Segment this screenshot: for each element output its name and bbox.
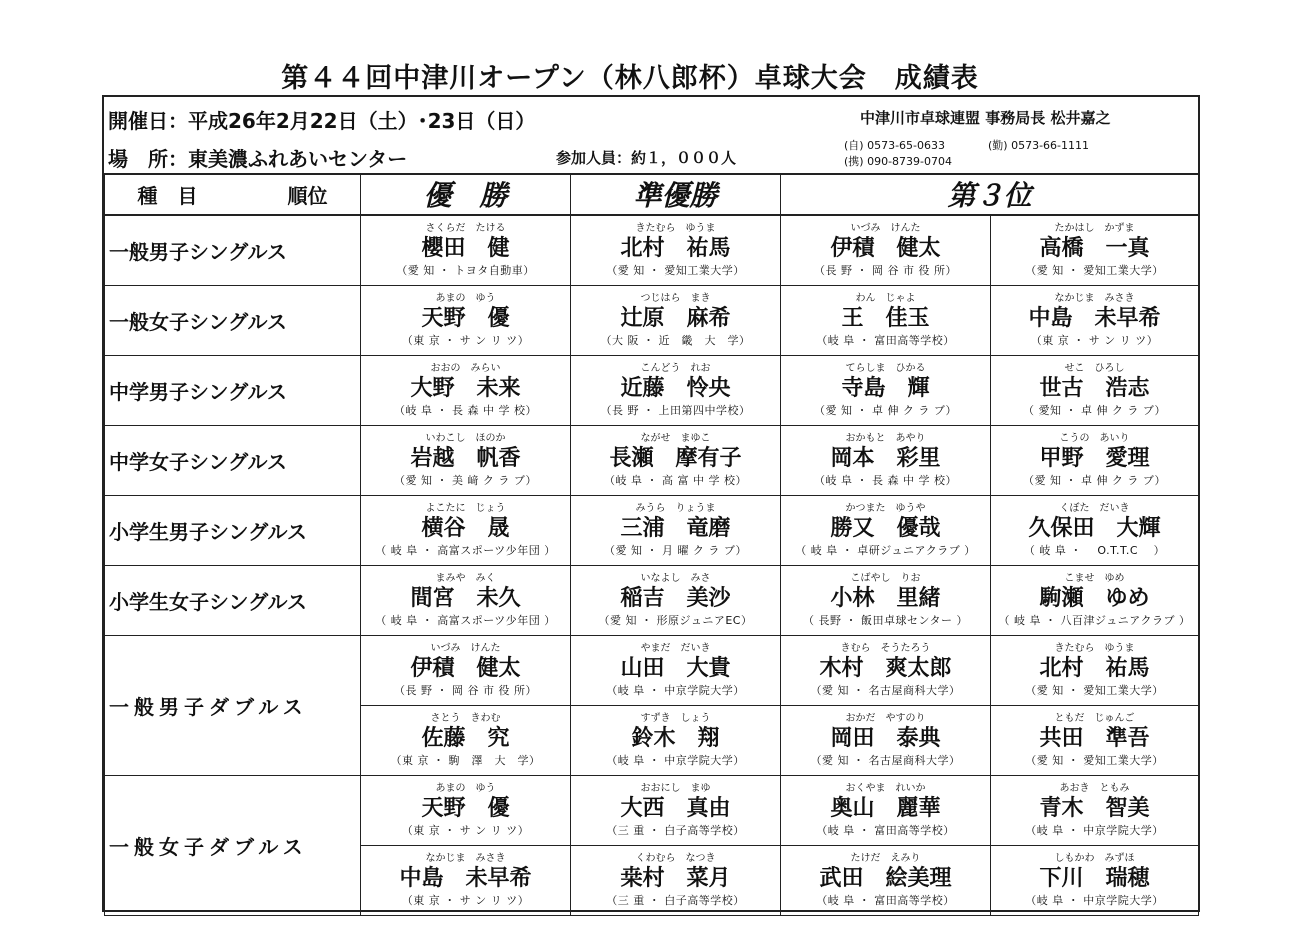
- event-name: 中学女子シングルス: [105, 426, 361, 496]
- results-frame: [102, 95, 1200, 912]
- third-place-b-cell: [991, 426, 1199, 496]
- player-name: 間宮 未久: [410, 586, 521, 611]
- winner-cell: [361, 426, 571, 496]
- event-name: 一般女子シングルス: [105, 286, 361, 356]
- third-place-b-cell: [991, 776, 1199, 846]
- player-name-reading: おおの みらい: [430, 363, 501, 374]
- player-name: 鈴木 翔: [631, 726, 720, 751]
- player-name: 高橋 一真: [1039, 236, 1150, 261]
- winner-cell: [361, 496, 571, 566]
- table-header-row: [105, 174, 1199, 216]
- player-affiliation: （愛 知 ・ 愛知工業大学）: [1025, 684, 1164, 697]
- player-name-reading: あまの ゆう: [435, 783, 496, 794]
- player-affiliation: （ 愛知 ・ 卓 伸 ク ラ ブ）: [1022, 404, 1167, 417]
- player-affiliation: （愛 知 ・ トヨタ自動車）: [396, 264, 535, 277]
- player-name-reading: しもかわ みずほ: [1054, 853, 1135, 864]
- player-name: 伊積 健太: [410, 656, 521, 681]
- table-row: [105, 636, 1199, 706]
- winner-cell: [361, 286, 571, 356]
- table-row: [105, 496, 1199, 566]
- third-place-header: 第３位: [781, 174, 1199, 216]
- player-name-reading: あまの ゆう: [435, 293, 496, 304]
- table-row: [105, 356, 1199, 426]
- third-place-b-cell: [991, 286, 1199, 356]
- player-affiliation: （岐 阜 ・ 富田高等学校）: [816, 824, 955, 837]
- player-name-reading: かつまた ゆうや: [845, 503, 926, 514]
- player-affiliation: （岐 阜 ・ 富田高等学校）: [816, 334, 955, 347]
- player-name-reading: おおにし まゆ: [640, 783, 711, 794]
- player-name-reading: あおき ともみ: [1059, 783, 1130, 794]
- winner-cell: [361, 215, 571, 286]
- player-affiliation: （岐 阜 ・ 中京学院大学）: [606, 684, 745, 697]
- player-name-reading: よこたに じょう: [425, 503, 506, 514]
- first-place-header: 優 勝: [361, 174, 571, 216]
- player-name-reading: せこ ひろし: [1064, 363, 1125, 374]
- player-name-reading: こうの あいり: [1059, 433, 1130, 444]
- player-name: 伊積 健太: [830, 236, 941, 261]
- player-name-reading: わん じゃよ: [855, 293, 916, 304]
- player-name-reading: いわこし ほのか: [425, 433, 506, 444]
- info-header: [104, 97, 1198, 175]
- player-affiliation: （大 阪 ・ 近 畿 大 学）: [600, 334, 751, 347]
- player-name-reading: てらしま ひかる: [845, 363, 926, 374]
- player-name-reading: やまだ だいき: [640, 643, 711, 654]
- player-name-reading: なかじま みさき: [1054, 293, 1135, 304]
- player-name: 辻原 麻希: [620, 306, 731, 331]
- player-affiliation: （愛 知 ・ 名古屋商科大学）: [810, 754, 961, 767]
- event-name: 一般女子ダブルス: [105, 776, 361, 916]
- player-affiliation: （岐 阜 ・ 高 富 中 学 校）: [604, 474, 747, 487]
- player-name-reading: たかはし かずま: [1054, 223, 1135, 234]
- player-name-reading: おかだ やすのり: [845, 713, 926, 724]
- third-place-a-cell: [781, 846, 991, 916]
- player-name-reading: いなよし みさ: [640, 573, 711, 584]
- third-place-a-cell: [781, 566, 991, 636]
- event-name: 中学男子シングルス: [105, 356, 361, 426]
- winner-cell: [361, 776, 571, 846]
- event-date: 開催日：平成26年2月22日（土）･23日（日）: [108, 109, 536, 133]
- player-affiliation: （愛 知 ・ 愛知工業大学）: [1025, 264, 1164, 277]
- event-name: 一般男子シングルス: [105, 215, 361, 286]
- player-name-reading: こませ ゆめ: [1064, 573, 1125, 584]
- player-affiliation: （三 重 ・ 白子高等学校）: [606, 894, 745, 907]
- results-table: [104, 173, 1199, 916]
- player-affiliation: （長 野 ・ 岡 谷 市 役 所）: [814, 264, 957, 277]
- runner-up-cell: [571, 776, 781, 846]
- second-place-header: 準優勝: [571, 174, 781, 216]
- third-place-a-cell: [781, 356, 991, 426]
- phone-work: (勤) 0573-66-1111: [988, 139, 1090, 152]
- player-name: 桒村 菜月: [620, 866, 731, 891]
- winner-cell: [361, 636, 571, 706]
- third-place-a-cell: [781, 496, 991, 566]
- player-name: 近藤 怜央: [620, 376, 731, 401]
- participant-count: 参加人員：約１，０００人: [556, 149, 737, 167]
- player-name-reading: くわむら なつき: [635, 853, 716, 864]
- player-name: 駒瀬 ゆめ: [1039, 586, 1150, 611]
- player-affiliation: （愛 知 ・ 名古屋商科大学）: [810, 684, 961, 697]
- organizer: 中津川市卓球連盟 事務局長 松井嘉之: [860, 109, 1111, 127]
- player-affiliation: （愛 知 ・ 愛知工業大学）: [1025, 754, 1164, 767]
- player-name-reading: きむら そうたろう: [840, 643, 931, 654]
- player-name-reading: なかじま みさき: [425, 853, 506, 864]
- player-affiliation: （愛 知 ・ 月 曜 ク ラ ブ）: [603, 544, 748, 557]
- player-affiliation: （愛 知 ・ 卓 伸 ク ラ ブ）: [1022, 474, 1167, 487]
- player-name: 長瀬 摩有子: [609, 446, 742, 471]
- rank-column-header: 順位: [287, 183, 328, 208]
- player-affiliation: （愛 知 ・ 美 﨑 ク ラ ブ）: [393, 474, 538, 487]
- player-name: 勝又 優哉: [830, 516, 941, 541]
- runner-up-cell: [571, 566, 781, 636]
- player-name-reading: こんどう れお: [640, 363, 711, 374]
- player-name: 木村 爽太郎: [819, 656, 952, 681]
- event-venue: 場 所：東美濃ふれあいセンター: [108, 147, 408, 171]
- player-name: 久保田 大輝: [1028, 516, 1161, 541]
- table-row: [105, 776, 1199, 846]
- third-place-b-cell: [991, 636, 1199, 706]
- player-affiliation: （三 重 ・ 白子高等学校）: [606, 824, 745, 837]
- player-affiliation: （ 岐 阜 ・ O.T.T.C ）: [1023, 544, 1166, 557]
- player-name: 共田 準吾: [1039, 726, 1150, 751]
- player-name: 世古 浩志: [1039, 376, 1150, 401]
- player-name: 天野 優: [421, 796, 510, 821]
- player-name: 下川 瑞穂: [1039, 866, 1150, 891]
- event-column-header: 種 目: [137, 183, 198, 208]
- player-name: 岩越 帆香: [410, 446, 521, 471]
- player-name: 甲野 愛理: [1039, 446, 1150, 471]
- player-affiliation: （ 岐 阜 ・ 高富スポーツ少年団 ）: [375, 544, 556, 557]
- player-affiliation: （岐 阜 ・ 長 森 中 学 校）: [394, 404, 537, 417]
- player-affiliation: （東 京 ・ 駒 澤 大 学）: [390, 754, 541, 767]
- player-name: 大西 真由: [620, 796, 731, 821]
- table-row: [105, 426, 1199, 496]
- player-name: 中島 未早希: [1028, 306, 1161, 331]
- third-place-b-cell: [991, 215, 1199, 286]
- player-name-reading: さとう きわむ: [430, 713, 501, 724]
- player-affiliation: （ 岐 阜 ・ 卓研ジュニアクラブ ）: [795, 544, 976, 557]
- player-affiliation: （岐 阜 ・ 中京学院大学）: [1025, 894, 1164, 907]
- player-affiliation: （ 岐 阜 ・ 高富スポーツ少年団 ）: [375, 614, 556, 627]
- winner-cell: [361, 356, 571, 426]
- runner-up-cell: [571, 356, 781, 426]
- player-name-reading: おくやま れいか: [845, 783, 926, 794]
- player-name-reading: おかもと あやり: [845, 433, 926, 444]
- event-rank-header: [105, 174, 361, 216]
- player-name-reading: きたむら ゆうま: [635, 223, 716, 234]
- third-place-a-cell: [781, 776, 991, 846]
- player-affiliation: （東 京 ・ サ ン リ ツ）: [401, 894, 530, 907]
- runner-up-cell: [571, 286, 781, 356]
- player-name: 稲吉 美沙: [620, 586, 731, 611]
- runner-up-cell: [571, 215, 781, 286]
- player-name: 北村 祐馬: [1039, 656, 1150, 681]
- player-name: 寺島 輝: [841, 376, 930, 401]
- player-affiliation: （長 野 ・ 上田第四中学校）: [600, 404, 751, 417]
- third-place-a-cell: [781, 426, 991, 496]
- player-name: 奥山 麗華: [830, 796, 941, 821]
- player-name: 天野 優: [421, 306, 510, 331]
- player-affiliation: （ 長野 ・ 飯田卓球センター ）: [802, 614, 969, 627]
- winner-cell: [361, 706, 571, 776]
- runner-up-cell: [571, 706, 781, 776]
- player-name-reading: こばやし りお: [850, 573, 921, 584]
- player-name-reading: まみや みく: [435, 573, 496, 584]
- player-name-reading: すずき しょう: [640, 713, 711, 724]
- table-row: [105, 215, 1199, 286]
- player-name-reading: つじはら まき: [640, 293, 711, 304]
- player-name: 櫻田 健: [421, 236, 510, 261]
- event-name: 小学生男子シングルス: [105, 496, 361, 566]
- player-affiliation: （岐 阜 ・ 富田高等学校）: [816, 894, 955, 907]
- player-name-reading: きたむら ゆうま: [1054, 643, 1135, 654]
- results-body: [105, 174, 1199, 916]
- player-name-reading: みうら りょうま: [635, 503, 716, 514]
- player-affiliation: （岐 阜 ・ 長 森 中 学 校）: [814, 474, 957, 487]
- player-name-reading: さくらだ たける: [425, 223, 506, 234]
- winner-cell: [361, 566, 571, 636]
- table-row: [105, 286, 1199, 356]
- player-name: 山田 大貴: [620, 656, 731, 681]
- player-name: 岡田 泰典: [830, 726, 941, 751]
- phone-mobile: (携) 090-8739-0704: [844, 155, 953, 168]
- event-name: 一般男子ダブルス: [105, 636, 361, 776]
- player-name: 横谷 晟: [421, 516, 510, 541]
- player-name-reading: くぼた だいき: [1059, 503, 1130, 514]
- player-affiliation: （愛 知 ・ 愛知工業大学）: [606, 264, 745, 277]
- runner-up-cell: [571, 846, 781, 916]
- runner-up-cell: [571, 496, 781, 566]
- player-affiliation: （岐 阜 ・ 中京学院大学）: [1025, 824, 1164, 837]
- player-affiliation: （ 岐 阜 ・ 八百津ジュニアクラブ ）: [998, 614, 1191, 627]
- third-place-b-cell: [991, 356, 1199, 426]
- player-affiliation: （東 京 ・ サ ン リ ツ）: [401, 334, 530, 347]
- player-name: 武田 絵美理: [819, 866, 952, 891]
- third-place-a-cell: [781, 215, 991, 286]
- third-place-b-cell: [991, 496, 1199, 566]
- third-place-a-cell: [781, 706, 991, 776]
- phone-home: (自) 0573-65-0633: [844, 139, 946, 152]
- runner-up-cell: [571, 636, 781, 706]
- table-row: [105, 566, 1199, 636]
- player-name-reading: いづみ けんた: [430, 643, 501, 654]
- player-name: 王 佳玉: [841, 306, 930, 331]
- player-name: 青木 智美: [1039, 796, 1150, 821]
- player-name: 三浦 竜磨: [620, 516, 731, 541]
- player-affiliation: （東 京 ・ サ ン リ ツ）: [1030, 334, 1159, 347]
- player-name: 小林 里緒: [830, 586, 941, 611]
- player-name: 北村 祐馬: [620, 236, 731, 261]
- player-affiliation: （東 京 ・ サ ン リ ツ）: [401, 824, 530, 837]
- page-title: 第４４回中津川オープン（林八郎杯）卓球大会 成績表: [281, 63, 979, 94]
- player-affiliation: （岐 阜 ・ 中京学院大学）: [606, 754, 745, 767]
- event-name: 小学生女子シングルス: [105, 566, 361, 636]
- player-name-reading: ながせ まゆこ: [640, 433, 711, 444]
- third-place-b-cell: [991, 566, 1199, 636]
- runner-up-cell: [571, 426, 781, 496]
- third-place-b-cell: [991, 846, 1199, 916]
- player-name-reading: ともだ じゅんご: [1054, 713, 1135, 724]
- player-affiliation: （長 野 ・ 岡 谷 市 役 所）: [394, 684, 537, 697]
- player-name: 岡本 彩里: [830, 446, 941, 471]
- player-name-reading: たけだ えみり: [850, 853, 921, 864]
- player-name: 中島 未早希: [399, 866, 532, 891]
- player-affiliation: （愛 知 ・ 形原ジュニアEC）: [598, 614, 753, 627]
- third-place-a-cell: [781, 286, 991, 356]
- player-name: 佐藤 究: [421, 726, 510, 751]
- player-affiliation: （愛 知 ・ 卓 伸 ク ラ ブ）: [813, 404, 958, 417]
- third-place-b-cell: [991, 706, 1199, 776]
- winner-cell: [361, 846, 571, 916]
- third-place-a-cell: [781, 636, 991, 706]
- player-name-reading: いづみ けんた: [850, 223, 921, 234]
- player-name: 大野 未来: [410, 376, 521, 401]
